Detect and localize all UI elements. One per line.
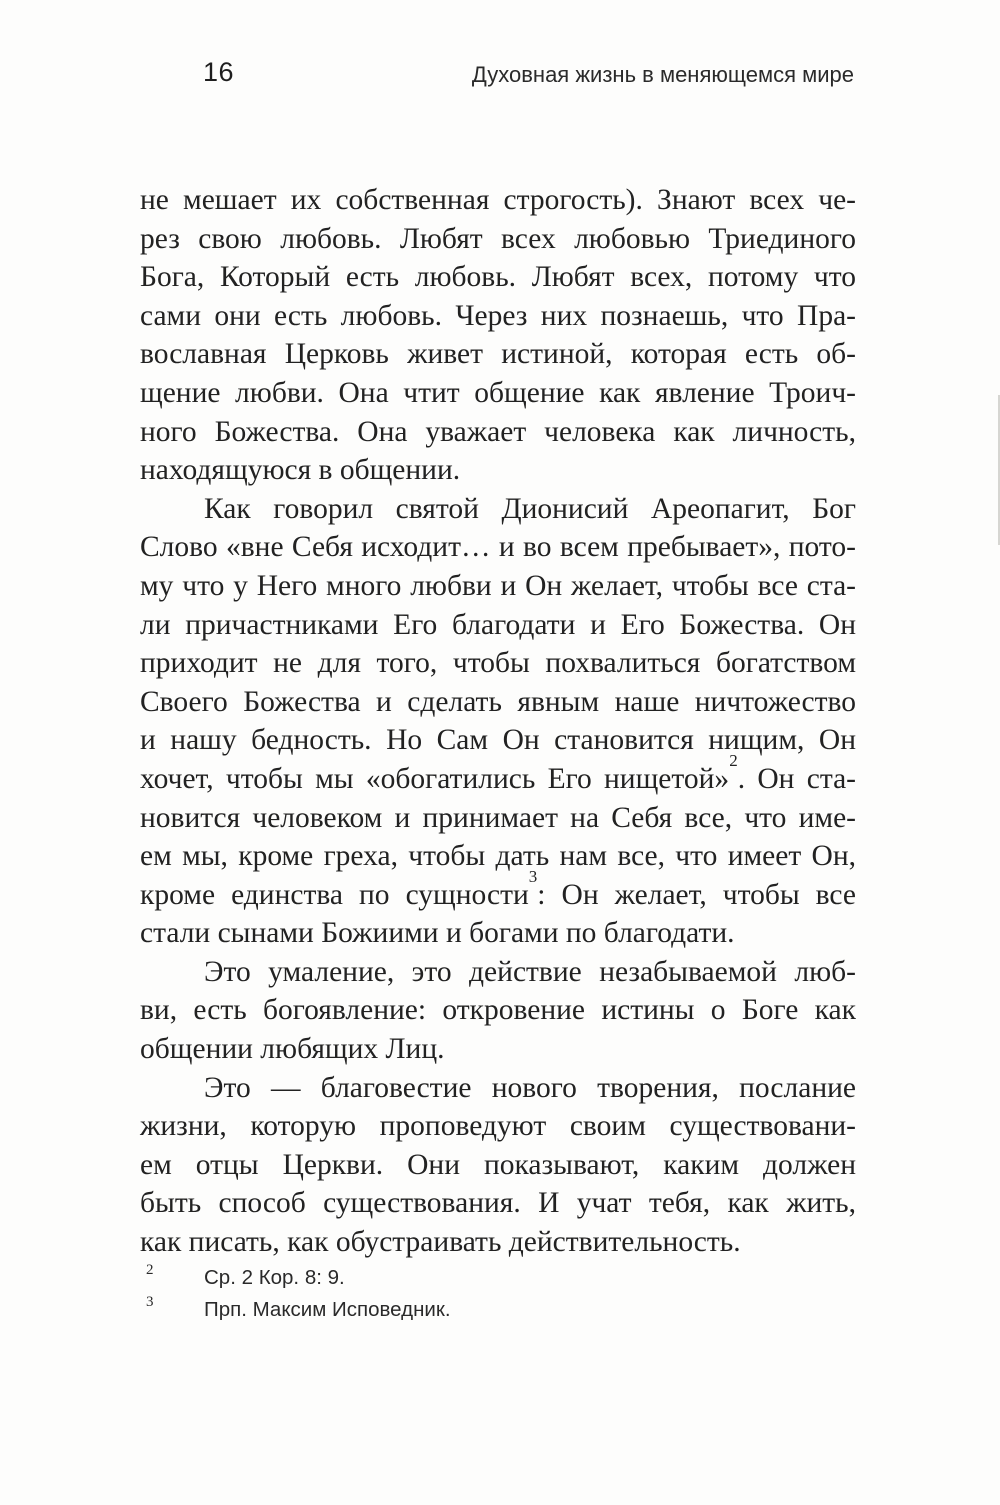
text-line-with-footnote-2 xyxy=(140,751,856,799)
text-line: приходит не для того, чтобы похвалиться богатством xyxy=(140,647,856,680)
text-line: быть способ существования. И учат тебя, как жить, xyxy=(140,1187,856,1220)
footnote-mark: 3 xyxy=(146,1294,154,1310)
footnote-mark: 2 xyxy=(146,1262,154,1278)
text-segment: хочет, чтобы мы «обогатились Его нищетой» xyxy=(140,762,730,795)
text-line: вославная Церковь живет истиной, которая есть об- xyxy=(140,338,856,371)
text-segment: . Он ста- xyxy=(737,762,856,795)
text-line: ного Божества. Она уважает человека как личность, xyxy=(140,415,856,448)
footnote-ref-2: 2 xyxy=(729,751,738,771)
paragraph-3 xyxy=(140,953,856,1069)
text-line: Это умаление, это действие незабываемой люб- xyxy=(204,955,856,988)
paragraph-4 xyxy=(140,1069,856,1262)
paragraph-2 xyxy=(140,490,856,953)
page-number: 16 xyxy=(203,57,235,87)
text-line: и нашу бедность. Но Сам Он становится нищим, Он xyxy=(140,724,856,757)
footnote-text: Прп. Максим Исповедник. xyxy=(204,1298,451,1321)
page-header xyxy=(0,0,1000,110)
footnote-3 xyxy=(146,1294,856,1326)
footnote-2 xyxy=(146,1262,856,1294)
text-line: Слово «вне Себя исходит… и во всем пребывает», пото- xyxy=(140,531,856,564)
text-line: стали сынами Божиими и богами по благодати. xyxy=(140,917,735,950)
main-text xyxy=(140,181,856,1262)
text-line: Своего Божества и сделать явным наше ничтожество xyxy=(140,685,856,718)
text-line: как писать, как обустраивать действительность. xyxy=(140,1226,741,1259)
text-line: находящуюся в общении. xyxy=(140,454,461,487)
text-line: новится человеком и принимает на Себя все, что име- xyxy=(140,801,856,834)
text-line: Это — благовестие нового творения, послание xyxy=(204,1071,856,1104)
footnotes xyxy=(146,1262,856,1326)
text-line: щение любви. Она чтит общение как явление Троич- xyxy=(140,376,856,409)
text-line: общении любящих Лиц. xyxy=(140,1033,445,1066)
paragraph-1 xyxy=(140,181,856,490)
text-line: жизни, которую проповедуют своим существовани- xyxy=(140,1110,856,1143)
footnote-ref-3: 3 xyxy=(528,866,538,886)
text-line: ви, есть богоявление: откровение истины о Боге как xyxy=(140,994,856,1027)
running-title: Духовная жизнь в меняющемся мире xyxy=(471,62,854,87)
text-line: не мешает их собственная строгость). Знают всех че- xyxy=(140,184,856,216)
footnote-text: Ср. 2 Кор. 8: 9. xyxy=(204,1266,345,1289)
text-line: ем мы, кроме греха, чтобы дать нам все, что имеет Он, xyxy=(140,840,856,873)
text-line-with-footnote-3 xyxy=(140,866,856,915)
text-line: Бога, Который есть любовь. Любят всех, потому что xyxy=(140,261,856,294)
text-line: сами они есть любовь. Через них познаешь, что Пра- xyxy=(140,299,856,332)
text-line: ем отцы Церкви. Они показывают, каким должен xyxy=(140,1148,856,1181)
text-line: ли причастниками Его благодати и Его Божества. Он xyxy=(140,608,856,641)
text-segment: кроме единства по сущности xyxy=(140,878,529,911)
text-line: Как говорил святой Дионисий Ареопагит, Бог xyxy=(204,492,856,525)
text-line: му что у Него много любви и Он желает, чтобы все ста- xyxy=(140,569,856,602)
text-line: рез свою любовь. Любят всех любовью Триединого xyxy=(140,222,856,255)
text-segment: : Он желает, чтобы все xyxy=(537,878,856,911)
